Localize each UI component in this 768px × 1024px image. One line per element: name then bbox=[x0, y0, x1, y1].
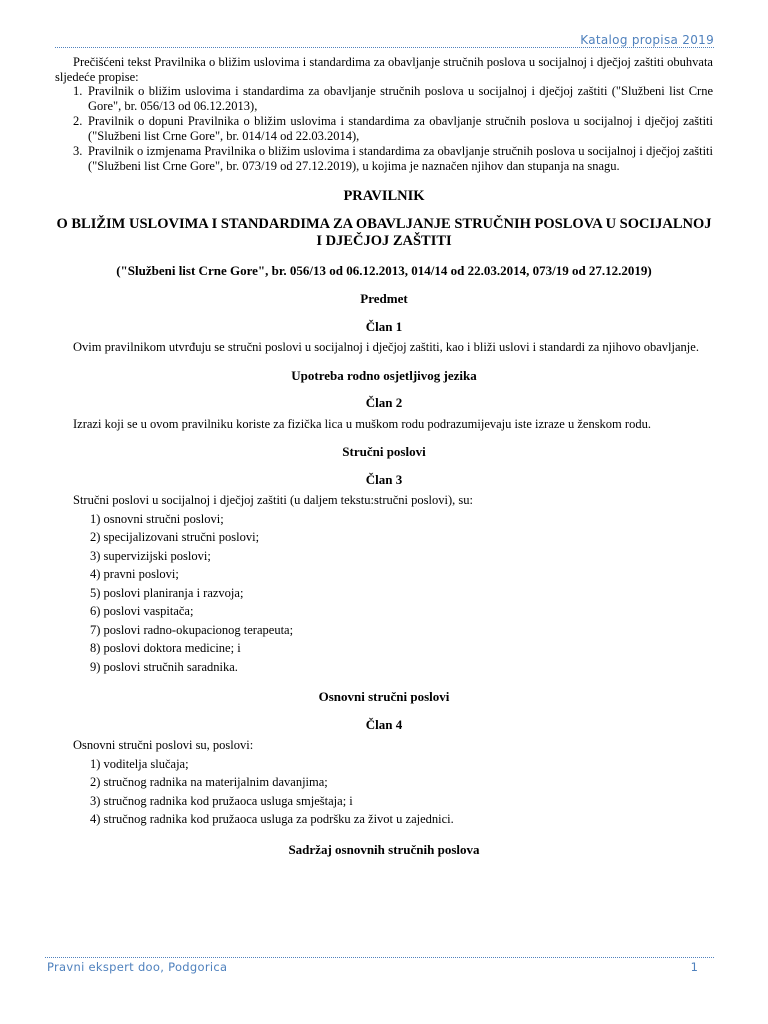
header-title: Katalog propisa 2019 bbox=[580, 33, 714, 47]
section-heading-predmet: Predmet bbox=[360, 291, 408, 306]
list-item: 1) osnovni stručni poslovi; bbox=[90, 511, 224, 526]
document-title: PRAVILNIK bbox=[343, 188, 425, 204]
amendment-number: 3. bbox=[73, 144, 83, 158]
article-3-intro: Stručni poslovi u socijalnoj i dječjoj zaštiti (u daljem tekstu:stručni poslovi), su: bbox=[73, 493, 473, 507]
amendment-item bbox=[55, 144, 713, 173]
amendment-text: Pravilnik o izmjenama Pravilnika o bližim uslovima i standardima za obavljanje stručnih poslova u socijalnoj i dječjoj zaštiti ("Službeni list Crne Gore", br. 073/19 od 27.12.2019), u kojima je naznačen njihov dan stupanja na snagu. bbox=[88, 144, 713, 173]
section-heading-basic-services: Osnovni stručni poslovi bbox=[318, 689, 450, 704]
list-item: 4) stručnog radnika kod pružaoca usluga za podršku za život u zajednici. bbox=[90, 812, 454, 826]
amendment-text: Pravilnik o bližim uslovima i standardima za obavljanje stručnih poslova u socijalnoj i dječjoj zaštiti ("Službeni list Crne Gore", br. 056/13 od 06.12.2013), bbox=[88, 84, 713, 113]
list-item: 2) specijalizovani stručni poslovi; bbox=[90, 530, 260, 544]
amendment-number: 1. bbox=[73, 84, 83, 98]
amendment-number: 2. bbox=[73, 114, 83, 128]
document-body bbox=[55, 55, 713, 857]
amendment-text: Pravilnik o dopuni Pravilnika o bližim uslovima i standardima za obavljanje stručnih poslova u socijalnoj i dječjoj zaštiti ("Službeni list Crne Gore", br. 014/14 od 22.03.2014), bbox=[88, 114, 713, 143]
article-4-list bbox=[55, 755, 713, 829]
list-item: 8) poslovi doktora medicine; i bbox=[90, 641, 241, 655]
article-heading-4: Član 4 bbox=[365, 716, 403, 732]
footer-divider bbox=[45, 957, 714, 958]
list-item: 9) poslovi stručnih saradnika. bbox=[90, 659, 238, 674]
list-item: 5) poslovi planiranja i razvoja; bbox=[90, 585, 244, 600]
amendment-list bbox=[55, 84, 713, 173]
page-number: 1 bbox=[690, 960, 698, 974]
section-heading-professional-services: Stručni poslovi bbox=[342, 444, 426, 459]
list-item: 3) stručnog radnika kod pružaoca usluga smještaja; i bbox=[90, 793, 353, 808]
article-2-text: Izrazi koji se u ovom pravilniku koriste za fizička lica u muškom rodu podrazumijevaju iste izraze u ženskom rodu. bbox=[73, 416, 651, 431]
list-item: 2) stručnog radnika na materijalnim davanjima; bbox=[90, 775, 328, 789]
article-heading-3: Član 3 bbox=[365, 471, 403, 487]
intro-paragraph: Prečišćeni tekst Pravilnika o bližim uslovima i standardima za obavljanje stručnih poslova u socijalnoj i dječjoj zaštiti obuhvata sljedeće propise: bbox=[55, 55, 713, 84]
list-item: 7) poslovi radno-okupacionog terapeuta; bbox=[90, 622, 294, 637]
list-item: 4) pravni poslovi; bbox=[90, 567, 179, 581]
header-divider bbox=[55, 47, 714, 48]
footer-company: Pravni ekspert doo, Podgorica bbox=[47, 960, 228, 974]
list-item: 6) poslovi vaspitača; bbox=[90, 604, 194, 618]
section-heading-basic-services-content: Sadržaj osnovnih stručnih poslova bbox=[288, 841, 480, 857]
section-heading-gender-language: Upotreba rodno osjetljivog jezika bbox=[291, 367, 477, 383]
amendment-item bbox=[55, 84, 713, 113]
list-item: 1) voditelja slučaja; bbox=[90, 756, 189, 771]
document-reference: ("Službeni list Crne Gore", br. 056/13 od 06.12.2013, 014/14 od 22.03.2014, 073/19 od 27.12.2019) bbox=[116, 262, 652, 278]
article-1-text: Ovim pravilnikom utvrđuju se stručni poslovi u socijalnoj i dječjoj zaštiti, kao i bliži uslovi i standardi za njihovo obavljanje. bbox=[73, 340, 699, 354]
article-3-list bbox=[55, 510, 713, 677]
document-subtitle: O BLIŽIM USLOVIMA I STANDARDIMA ZA OBAVLJANJE STRUČNIH POSLOVA U SOCIJALNOJ I DJEČJOJ ZAŠTITI bbox=[56, 215, 712, 249]
list-item: 3) supervizijski poslovi; bbox=[90, 548, 211, 563]
article-4-intro: Osnovni stručni poslovi su, poslovi: bbox=[73, 738, 254, 752]
article-heading-2: Član 2 bbox=[365, 395, 403, 410]
article-heading-1: Član 1 bbox=[365, 318, 403, 334]
amendment-item bbox=[55, 114, 713, 143]
